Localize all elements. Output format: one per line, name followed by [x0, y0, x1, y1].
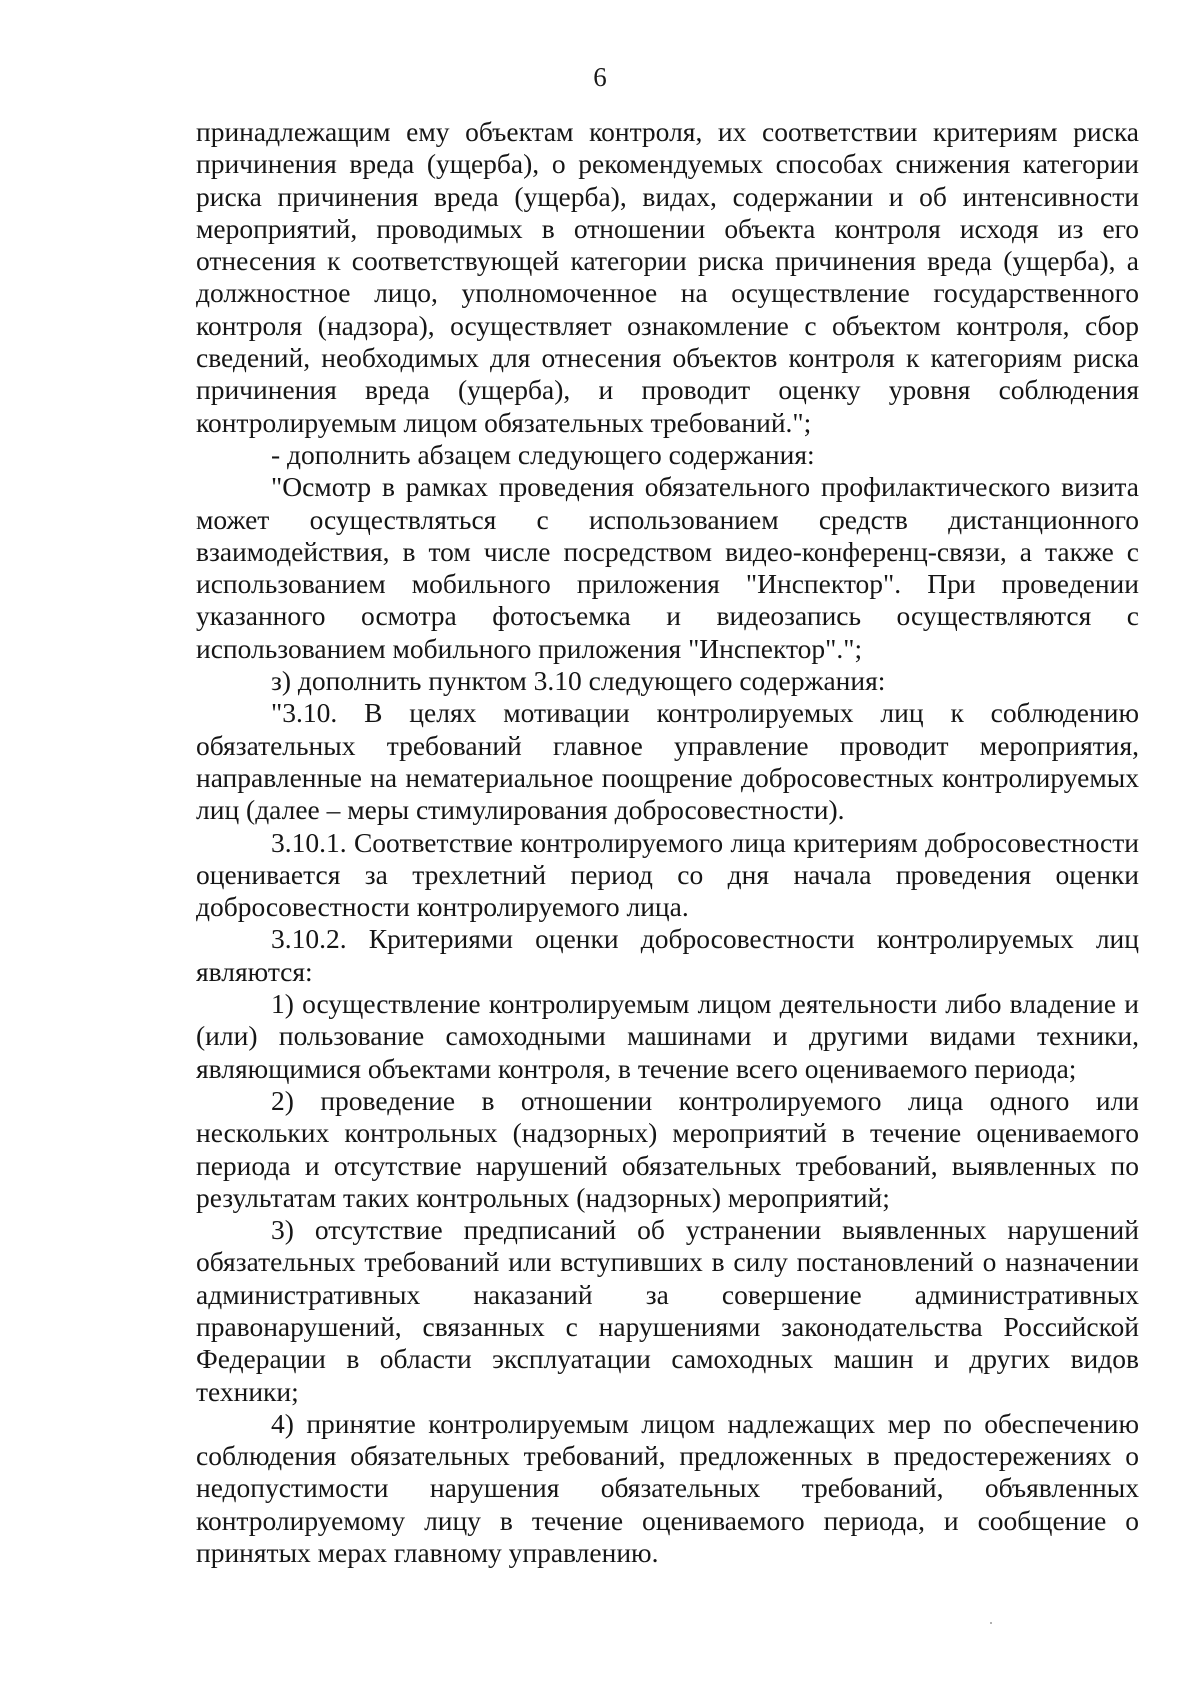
- list-item-criterion-1: 1) осуществление контролируемым лицом деятельности либо владение и (или) пользование самоходными машинами и другими видами техники, являющимися объектами контроля, в течение всего оцениваемого периода;: [196, 988, 1139, 1084]
- paragraph-continuation: принадлежащим ему объектам контроля, их соответствии критериям риска причинения вреда (ущерба), о рекомендуемых способах снижения категории риска причинения вреда (ущерба), видах, содержании и об интенсивности мероприятий, проводимых в отношении объекта контроля исходя из его отнесения к соответствующей категории риска причинения вреда (ущерба), а должностное лицо, уполномоченное на осуществление государственного контроля (надзора), осуществляет ознакомление с объектом контроля, сбор сведений, необходимых для отнесения объектов контроля к категориям риска причинения вреда (ущерба), и проводит оценку уровня соблюдения контролируемым лицом обязательных требований.";: [196, 116, 1139, 438]
- list-item-criterion-4: 4) принятие контролируемым лицом надлежащих мер по обеспечению соблюдения обязательных требований, предложенных в предостережениях о недопустимости нарушения обязательных требований, объявленных контролируемому лицу в течение оцениваемого периода, и сообщение о принятых мерах главному управлению.: [196, 1407, 1139, 1569]
- page-number: 6: [593, 62, 607, 92]
- paragraph-inspection-remote: "Осмотр в рамках проведения обязательного профилактического визита может осуществляться с использованием средств дистанционного взаимодействия, в том числе посредством видео-конференц-связи, а также с использованием мобильного приложения "Инспектор". При проведении указанного осмотра фотосъемка и видеозапись осуществляются с использованием мобильного приложения "Инспектор".";: [196, 471, 1139, 664]
- document-body: [196, 116, 1139, 1569]
- paragraph-3-10-1: 3.10.1. Соответствие контролируемого лица критериям добросовестности оценивается за трехлетний период со дня начала проведения оценки добросовестности контролируемого лица.: [196, 826, 1139, 923]
- paragraph-3-10: "3.10. В целях мотивации контролируемых лиц к соблюдению обязательных требований главное управление проводит мероприятия, направленные на нематериальное поощрение добросовестных контролируемых лиц (далее – меры стимулирования добросовестности).: [196, 697, 1139, 826]
- list-item-criterion-3: 3) отсутствие предписаний об устранении выявленных нарушений обязательных требований или вступивших в силу постановлений о назначении административных наказаний за совершение административных правонарушений, связанных с нарушениями законодательства Российской Федерации в области эксплуатации самоходных машин и других видов техники;: [196, 1214, 1139, 1407]
- paragraph-3-10-2: 3.10.2. Критериями оценки добросовестности контролируемых лиц являются:: [196, 923, 1139, 987]
- scan-speck: [990, 1622, 992, 1624]
- paragraph-amendment-3-10: з) дополнить пунктом 3.10 следующего содержания:: [271, 665, 886, 697]
- paragraph-amendment-add-clause: - дополнить абзацем следующего содержания:: [271, 438, 815, 470]
- list-item-criterion-2: 2) проведение в отношении контролируемого лица одного или нескольких контрольных (надзорных) мероприятий в течение оцениваемого периода и отсутствие нарушений обязательных требований, выявленных по результатам таких контрольных (надзорных) мероприятий;: [196, 1084, 1139, 1213]
